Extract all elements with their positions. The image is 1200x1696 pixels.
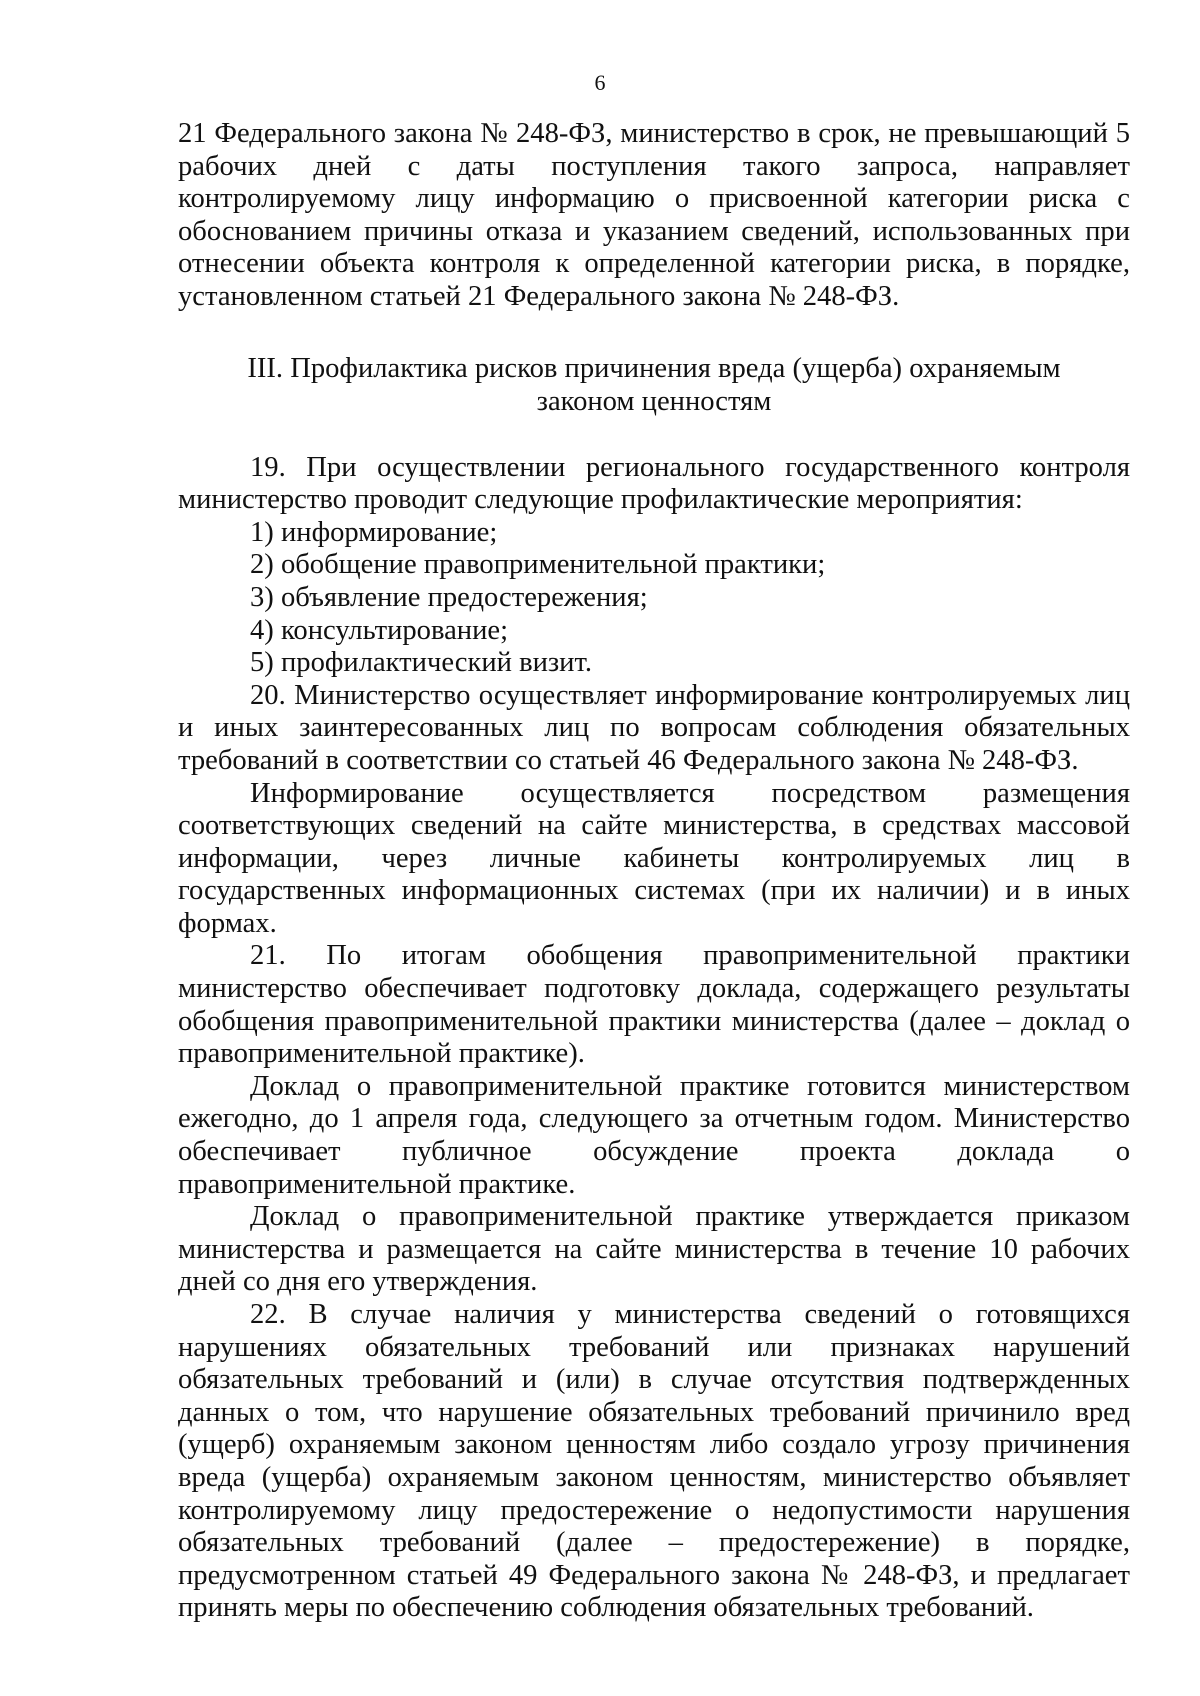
page-number: 6 — [594, 70, 606, 95]
section-title-line: III. Профилактика рисков причинения вреда (ущерба) охраняемым — [247, 352, 1061, 384]
paragraph-continuation: 21 Федерального закона № 248-ФЗ, министерство в срок, не превышающий 5 рабочих дней с даты поступления такого запроса, направляет контролируемому лицу информацию о присвоенной категории риска с обоснованием причины отказа и указанием сведений, использованных при отнесении объекта контроля к определенной категории риска, в порядке, установленном статьей 21 Федерального закона № 248-ФЗ. — [178, 118, 1130, 312]
list-item: 5) профилактический визит. — [250, 647, 592, 679]
list-item: 3) объявление предостережения; — [250, 581, 648, 613]
paragraph: Информирование осуществляется посредством размещения соответствующих сведений на сайте министерства, в средствах массовой информации, через личные кабинеты контролируемых лиц в государственных информационных системах (при их наличии) и в иных формах. — [178, 777, 1130, 939]
list-item: 4) консультирование; — [250, 614, 509, 646]
paragraph-19: 19. При осуществлении регионального государственного контроля министерство проводит следующие профилактические мероприятия: — [178, 451, 1130, 516]
document-body — [178, 118, 1130, 1625]
paragraph: Доклад о правоприменительной практике утверждается приказом министерства и размещается на сайте министерства в течение 10 рабочих дней со дня его утверждения. — [178, 1201, 1130, 1298]
section-title — [178, 352, 1130, 418]
section-title-line: законом ценностям — [536, 385, 772, 417]
paragraph-22: 22. В случае наличия у министерства сведений о готовящихся нарушениях обязательных требований или признаках нарушений обязательных требований и (или) в случае отсутствия подтвержденных данных о том, что нарушение обязательных требований причинило вред (ущерб) охраняемым законом ценностям либо создало угрозу причинения вреда (ущерба) охраняемым законом ценностям, министерство объявляет контролируемому лицу предостережение о недопустимости нарушения обязательных требований (далее – предостережение) в порядке, предусмотренном статьей 49 Федерального закона № 248-ФЗ, и предлагает принять меры по обеспечению соблюдения обязательных требований. — [178, 1299, 1130, 1624]
paragraph-20: 20. Министерство осуществляет информирование контролируемых лиц и иных заинтересованных лиц по вопросам соблюдения обязательных требований в соответствии со статьей 46 Федерального закона № 248-ФЗ. — [178, 679, 1130, 776]
paragraph-21: 21. По итогам обобщения правоприменительной практики министерство обеспечивает подготовку доклада, содержащего результаты обобщения правоприменительной практики министерства (далее – доклад о правоприменительной практике). — [178, 940, 1130, 1070]
list-item: 1) информирование; — [250, 516, 498, 548]
paragraph: Доклад о правоприменительной практике готовится министерством ежегодно, до 1 апреля года, следующего за отчетным годом. Министерство обеспечивает публичное обсуждение проекта доклада о правоприменительной практике. — [178, 1070, 1130, 1200]
list-item: 2) обобщение правоприменительной практики; — [250, 549, 826, 581]
